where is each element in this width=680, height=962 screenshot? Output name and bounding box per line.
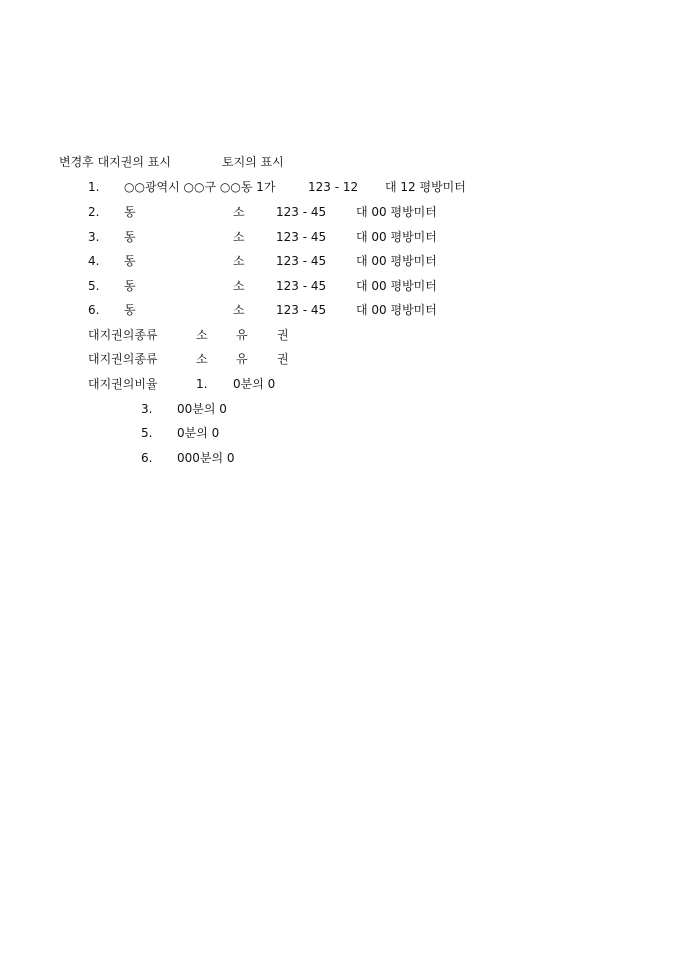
rights-type-label-2: 대지권의종류 bbox=[88, 352, 158, 366]
ratio-6-number: 6. bbox=[141, 451, 153, 465]
parcel-3-area: 대 00 평방미터 bbox=[356, 230, 437, 244]
parcel-4-number: 4. bbox=[88, 254, 100, 268]
parcel-2-number: 2. bbox=[88, 205, 100, 219]
parcel-3-address: 동 bbox=[124, 230, 136, 244]
parcel-4-mid: 소 bbox=[233, 254, 245, 268]
parcel-4-address: 동 bbox=[124, 254, 136, 268]
parcel-1-area: 대 12 평방미터 bbox=[385, 180, 466, 194]
parcel-6-address: 동 bbox=[124, 303, 136, 317]
rights-type-label-1: 대지권의종류 bbox=[88, 328, 158, 342]
ratio-3-number: 3. bbox=[141, 402, 153, 416]
ratio-3-value: 00분의 0 bbox=[177, 402, 227, 416]
ratio-5-number: 5. bbox=[141, 426, 153, 440]
ratio-1-number: 1. bbox=[196, 377, 208, 391]
parcel-5-area: 대 00 평방미터 bbox=[356, 279, 437, 293]
ratio-1-value: 0분의 0 bbox=[233, 377, 276, 391]
rights-type-1-char-3: 권 bbox=[277, 328, 289, 342]
parcel-1-address: ○○광역시 ○○구 ○○동 1가 bbox=[124, 180, 276, 194]
parcel-2-mid: 소 bbox=[233, 205, 245, 219]
rights-type-2-char-2: 유 bbox=[236, 352, 248, 366]
parcel-5-address: 동 bbox=[124, 279, 136, 293]
ratio-5-value: 0분의 0 bbox=[177, 426, 220, 440]
parcel-5-lot: 123 - 45 bbox=[276, 279, 327, 293]
parcel-6-number: 6. bbox=[88, 303, 100, 317]
rights-type-1-char-2: 유 bbox=[236, 328, 248, 342]
parcel-1-number: 1. bbox=[88, 180, 100, 194]
parcel-4-lot: 123 - 45 bbox=[276, 254, 327, 268]
parcel-1-lot: 123 - 12 bbox=[308, 180, 359, 194]
ratio-6-value: 000분의 0 bbox=[177, 451, 235, 465]
parcel-2-area: 대 00 평방미터 bbox=[356, 205, 437, 219]
parcel-4-area: 대 00 평방미터 bbox=[356, 254, 437, 268]
parcel-5-mid: 소 bbox=[233, 279, 245, 293]
parcel-6-lot: 123 - 45 bbox=[276, 303, 327, 317]
rights-type-2-char-3: 권 bbox=[277, 352, 289, 366]
parcel-2-lot: 123 - 45 bbox=[276, 205, 327, 219]
parcel-6-mid: 소 bbox=[233, 303, 245, 317]
parcel-3-mid: 소 bbox=[233, 230, 245, 244]
heading-land-display: 토지의 표시 bbox=[222, 155, 284, 169]
parcel-3-lot: 123 - 45 bbox=[276, 230, 327, 244]
parcel-2-address: 동 bbox=[124, 205, 136, 219]
heading-after-change: 변경후 대지권의 표시 bbox=[59, 155, 171, 169]
ratio-label: 대지권의비율 bbox=[88, 377, 158, 391]
parcel-3-number: 3. bbox=[88, 230, 100, 244]
rights-type-1-char-1: 소 bbox=[196, 328, 208, 342]
parcel-6-area: 대 00 평방미터 bbox=[356, 303, 437, 317]
rights-type-2-char-1: 소 bbox=[196, 352, 208, 366]
parcel-5-number: 5. bbox=[88, 279, 100, 293]
